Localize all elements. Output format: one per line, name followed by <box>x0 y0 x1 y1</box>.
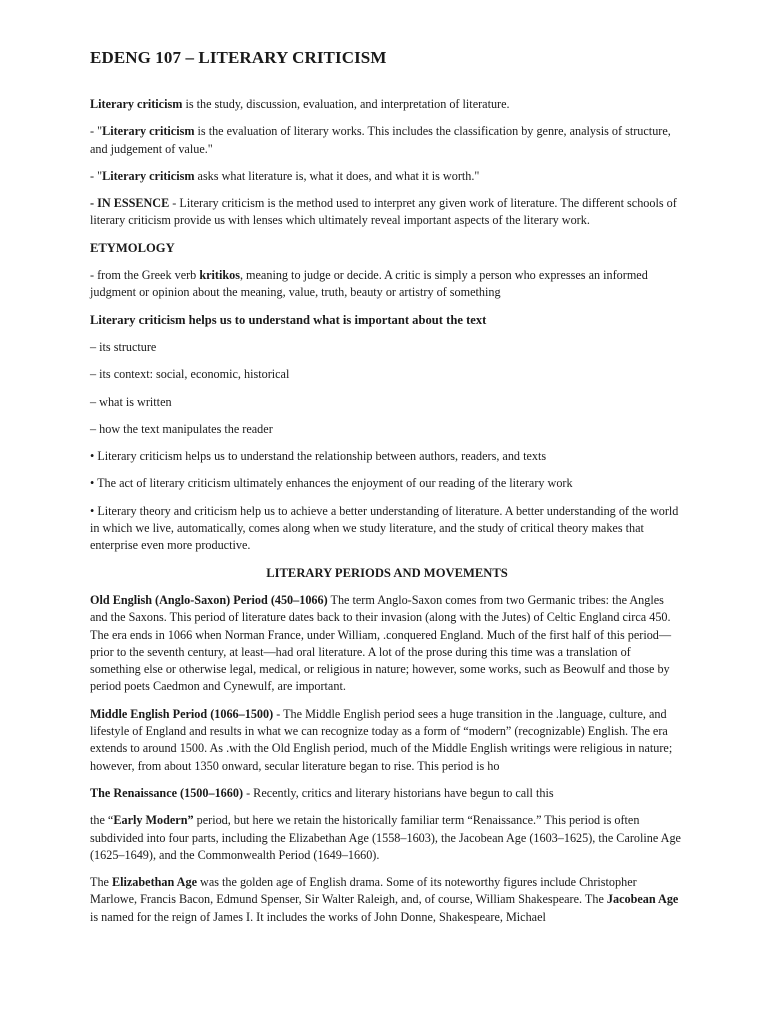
old-english-term: Old English (Anglo-Saxon) Period (450–1066) <box>90 592 328 607</box>
definition-1-prefix: - " <box>90 124 103 139</box>
elizabethan-term: Elizabethan Age <box>112 875 197 890</box>
definition-1 <box>90 123 684 158</box>
list-item: – its structure <box>90 339 157 354</box>
definition-2-text: asks what literature is, what it does, and what it is worth." <box>194 168 480 183</box>
definition-2-term: Literary criticism <box>102 168 195 183</box>
helps-heading: Literary criticism helps us to understand what is important about the text <box>90 312 487 327</box>
renaissance-text: - Recently, critics and literary historians have begun to call this <box>243 785 554 800</box>
early-modern-paragraph <box>90 812 684 864</box>
definition-2-prefix: - " <box>90 168 103 183</box>
old-english-paragraph <box>90 592 684 696</box>
elizabethan-paragraph <box>90 874 684 926</box>
essence-label: - IN ESSENCE <box>90 196 170 211</box>
intro-paragraph <box>90 96 684 113</box>
middle-english-term: Middle English Period (1066–1500) <box>90 706 274 721</box>
list-item: – how the text manipulates the reader <box>90 421 273 436</box>
intro-term: Literary criticism <box>90 97 183 111</box>
etymology-paragraph <box>90 267 684 302</box>
early-modern-prefix: the “ <box>90 813 114 828</box>
elizabethan-text: was the golden age of English drama. Some of its noteworthy figures include Christopher Marlowe, Francis Bacon, Edmund Spenser, Sir Walter Raleigh, and, of course, William Shakespeare. The <box>90 875 637 907</box>
definition-2 <box>90 168 684 185</box>
renaissance-term: The Renaissance (1500–1660) <box>90 785 244 800</box>
intro-text: is the study, discussion, evaluation, and interpretation of literature. <box>182 97 510 111</box>
etymology-text: , meaning to judge or decide. A critic is simply a person who expresses an informed judgment or opinion about the meaning, value, truth, beauty or artistry of something <box>90 268 648 300</box>
list-item: – its context: social, economic, historical <box>90 367 290 382</box>
middle-english-text: - The Middle English period sees a huge transition in the .language, culture, and lifestyle of England and results in what we can recognize today as a form of “modern” (recognizable) English. The era extends to around 1500. As .with the Old English period, much of the Middle English writings were religious in nature; however, from about 1350 onward, secular literature began to rise. This period is ho <box>90 706 673 773</box>
etymology-term: kritikos <box>199 268 240 283</box>
etymology-heading: ETYMOLOGY <box>90 240 175 255</box>
list-item: – what is written <box>90 394 172 409</box>
old-english-text: The term Anglo-Saxon comes from two Germanic tribes: the Angles and the Saxons. This period of literature dates back to their invasion (along with the Jutes) of Celtic England circa 450. The era ends in 1066 when Norman France, under William, .conquered England. Much of the first half of this period—prior to the seventh century, at least—had oral literature. A lot of the prose during this time was a translation of something else or otherwise legal, medical, or religious in nature; however, some works, such as Beowulf and those by period poets Caedmon and Cynewulf, are important. <box>90 592 672 694</box>
middle-english-paragraph <box>90 706 684 775</box>
bullet-item: • The act of literary criticism ultimately enhances the enjoyment of our reading of the literary work <box>90 476 573 491</box>
early-modern-text: period, but here we retain the historically familiar term “Renaissance.” This period is often subdivided into four parts, including the Elizabethan Age (1558–1603), the Jacobean Age (1603–1625), the Caroline Age (1625–1649), and the Commonwealth Period (1649–1660). <box>90 813 681 862</box>
jacobean-text: is named for the reign of James I. It includes the works of John Donne, Shakespeare, Michael <box>90 909 546 924</box>
bullet-item: • Literary criticism helps us to understand the relationship between authors, readers, and texts <box>90 449 547 464</box>
document-title: EDENG 107 – LITERARY CRITICISM <box>90 48 387 67</box>
elizabethan-prefix: The <box>90 875 112 890</box>
essence-text: - Literary criticism is the method used to interpret any given work of literature. The different schools of literary criticism provide us with lenses which ultimately reveal important aspects of the literary work. <box>90 196 677 228</box>
jacobean-term: Jacobean Age <box>606 892 679 907</box>
bullet-item: • Literary theory and criticism help us to achieve a better understanding of literature. A better understanding of the world in which we live, automatically, comes along when we study literature, and the study of critical theory makes that enterprise even more productive. <box>90 503 679 553</box>
periods-heading: LITERARY PERIODS AND MOVEMENTS <box>266 565 508 580</box>
essence-paragraph <box>90 195 684 230</box>
early-modern-term: Early Modern” <box>113 813 194 828</box>
renaissance-paragraph <box>90 785 684 802</box>
definition-1-text: is the evaluation of literary works. This includes the classification by genre, analysis of structure, and judgement of value." <box>90 124 671 156</box>
definition-1-term: Literary criticism <box>102 124 195 139</box>
etymology-prefix: - from the Greek verb <box>90 268 200 283</box>
